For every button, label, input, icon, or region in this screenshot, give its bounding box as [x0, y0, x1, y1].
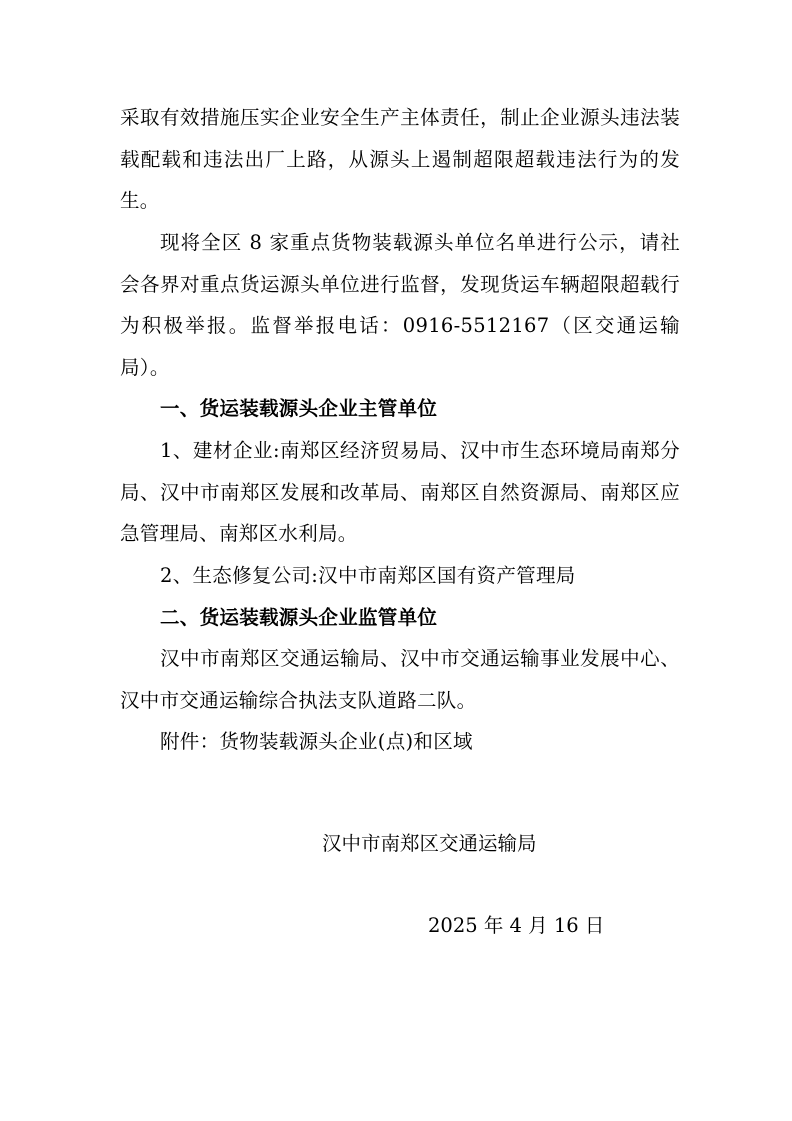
list-item-ecological-restoration: 2、生态修复公司:汉中市南郑区国有资产管理局 — [160, 564, 576, 587]
section-heading-supervisors: 一、货运装载源头企业主管单位 — [160, 397, 438, 420]
notice-paragraph: 现将全区 8 家重点货物装载源头单位名单进行公示，请社会各界对重点货运源头单位进行监督，发现货运车辆超限超载行为积极举报。监督举报电话：0916-5512167（区交通运输局）。 — [120, 231, 680, 379]
issue-date: 2025 年 4 月 16 日 — [428, 914, 605, 937]
attachment-line: 附件：货物装载源头企业(点)和区域 — [160, 730, 473, 753]
list-item-building-materials: 1、建材企业:南郑区经济贸易局、汉中市生态环境局南郑分局、汉中市南郑区发展和改革局、南郑区自然资源局、南郑区应急管理局、南郑区水利局。 — [120, 439, 680, 545]
body-paragraph: 采取有效措施压实企业安全生产主体责任，制止企业源头违法装载配载和违法出厂上路，从源头上遏制超限超载违法行为的发生。 — [120, 106, 680, 212]
regulators-paragraph: 汉中市南郑区交通运输局、汉中市交通运输事业发展中心、汉中市交通运输综合执法支队道路二队。 — [120, 647, 680, 712]
issuer-signature: 汉中市南郑区交通运输局 — [322, 832, 537, 855]
section-heading-regulators: 二、货运装载源头企业监管单位 — [160, 606, 438, 629]
